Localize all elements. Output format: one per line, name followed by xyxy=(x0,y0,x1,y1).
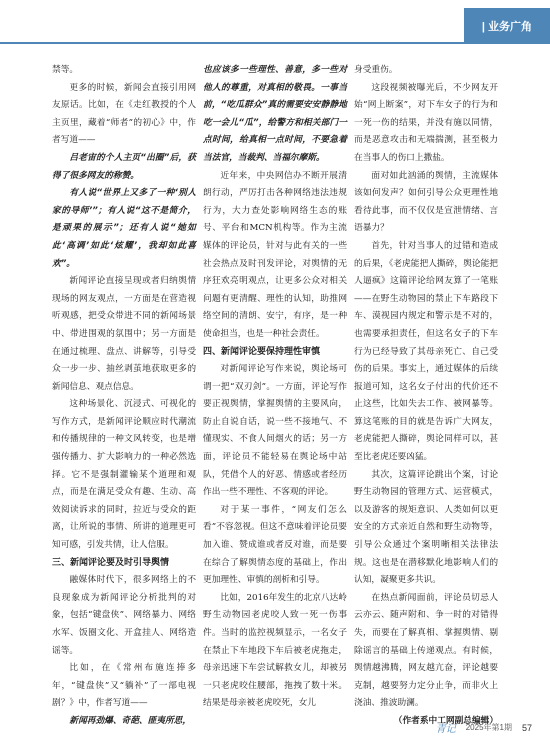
paragraph: 首先，针对当事人的过错和造成的后果，《老虎能把人撕碎，舆论能把人逼疯》这篇评论给网友算了一笔账——在野生动物园的禁止下车路段下车、漠视园内规定和警示是不对的，也需要承担责任，但这名女子的下车行为已经导致了其母亲死亡、自己受伤的后果。事实上，通过媒体的后续报道可知，这名女子付出的代价还不止这些，比如失去工作、被网暴等。算这笔账的目的就是告诉广大网友，老虎能把人撕碎，舆论同样可以，甚至比老虎还要凶猛。 xyxy=(354,240,498,463)
paragraph: 融媒体时代下，很多网络上的不良现象成为新闻评论分析批判的对象，包括“键盘侠”、网络暴力、网络水军、饭圈文化、开盒挂人、网络造谣等。 xyxy=(52,575,196,656)
column-3 xyxy=(354,62,498,726)
quote: 也应该多一些理性、善意，多一些对他人的尊重，对真相的敬畏。一事当前，“吃瓜群众”真的需要安安静静地吃一会儿“瓜”，给警方和相关部门一点时间，给真相一点时间，不要急着当法官，当裁判、当福尔摩斯。 xyxy=(203,65,347,163)
author-note: （作者系中工网副总编辑） xyxy=(393,715,498,726)
section-label-text: | 业务广角 xyxy=(481,21,533,33)
article-body xyxy=(52,62,498,726)
quote: 新闻再劲爆、奇葩、匪夷所思， xyxy=(69,715,192,726)
paragraph: 近年来，中央网信办不断开展清朗行动，严厉打击各种网络违法违规行为，大力查处影响网络生态的账号、平台和MCN机构等。作为主流媒体的评论员，针对与此有关的一些社会热点及时刊发评论，对舆情的无序狂欢亮明观点，让更多公众对相关问题有更清醒、理性的认知，助推网络空间的清朗、安宁，有序，是一种使命担当，也是一种社会责任。 xyxy=(203,170,347,339)
paragraph: 比如，2016年发生的北京八达岭野生动物园老虎咬人致一死一伤事件。当时的监控视频显示，一名女子在禁止下车地段下车后被老虎拖走，母亲迅速下车尝试解救女儿，却被另一只老虎咬住腰部，拖拽了数十米。结果是母亲被老虎咬死，女儿 xyxy=(203,592,347,709)
paragraph: 禁等。 xyxy=(52,65,79,75)
section-label xyxy=(464,8,550,44)
quote: 吕老宙的个人主页“出圈”后，获得了很多网友的称赞。 xyxy=(52,152,196,181)
paragraph: 在热点新闻面前，评论员切忌人云亦云、随声附和、争一时的对错得失，而要在了解真相、掌握舆情、剔除谣言的基础上传递观点。有时候，舆情越沸腾，网友越亢奋，评论越要克制，越要努力定分止争，而非火上浇油、推波助澜。 xyxy=(354,592,498,709)
paragraph: 比如，在《常州布施连捧多年，“键盘侠”又“躺补”了一部电视剧？》中，作者写道—— xyxy=(52,663,196,709)
page-number: 57 xyxy=(521,722,532,733)
magazine-logo: 青记 xyxy=(435,724,456,735)
column-1 xyxy=(52,62,196,726)
paragraph: 更多的时候，新闻会直接引用网友原话。比如，在《走红教授的个人主页里，藏着“师者”的初心》中，作者写道—— xyxy=(52,82,196,146)
section-heading: 四、新闻评论要保持理性审慎 xyxy=(203,346,321,357)
column-2 xyxy=(203,62,347,712)
section-heading: 三、新闻评论要及时引导舆情 xyxy=(52,557,170,568)
paragraph: 对新闻评论写作来说，舆论场可谓一把“双刃剑”。一方面，评论写作要正视舆情，掌握舆情的主要风向，防止自说自话，说一些不接地气、不懂现实、不食人间烟火的话；另一方面，评论员不能轻易在舆论场中站队，凭借个人的好恶、情感或者经历作出一些不理性、不客观的评论。 xyxy=(203,364,347,498)
quote: 有人说“世界上又多了一种‘别人家的导师’”；有人说“这不是简介，是顽果的展示”；还有人说“她如此‘高调’如此‘炫耀’，我却如此喜欢”。 xyxy=(52,188,196,269)
paragraph: 面对如此汹涌的舆情，主流媒体该如何发声？如何引导公众更理性地看待此事，而不仅仅是宣泄情绪、言语暴力？ xyxy=(354,170,498,234)
paragraph: 这种场景化、沉浸式、可视化的写作方式，是新闻评论顺应时代潮流和传播规律的一种文风转变，也是增强传播力、扩大影响力的一种必然选择。它不是强制灌输某个道理和观点，而是在满足受众有趣、生动、高效阅读诉求的同时，拉近与受众的距离，让所说的事情、所讲的道理更可知可感，引发共情，让人信服。 xyxy=(52,399,196,551)
paragraph: 这段视频被曝光后，不少网友开始“网上断案”，对下车女子的行为和一死一伤的结果，并没有施以同情，而是恶意攻击和无端揣测，甚至极力在当事人的伤口上撒盐。 xyxy=(354,82,498,163)
header-rule xyxy=(0,42,464,44)
paragraph: 身受重伤。 xyxy=(354,65,398,75)
paragraph: 对于某一事件，“网友们怎么看”不容忽视。但这不意味着评论员要加入谁、赞成谁或者反对谁，而是要在综合了解舆情态度的基础上，作出更加理性、审慎的剖析和引导。 xyxy=(203,504,347,586)
page-footer xyxy=(436,720,532,735)
paragraph: 新闻评论直接呈现或者归纳舆情现场的网友观点，一方面是在营造视听观感，把受众带进不同的新闻场景中、带进围观的氛围中；另一方面是在通过梳理、盘点、讲解等，引导受众一步一步、抽丝剥茧地获取更多的新闻信息、观点信息。 xyxy=(52,276,196,392)
issue-label: 2025年第1期 xyxy=(465,723,512,732)
paragraph: 其次，这篇评论跳出个案，讨论野生动物园的管理方式、运营模式，以及游客的规矩意识、人类如何以更安全的方式亲近自然和野生动物等，引导公众通过个案明晰相关法律法规。这也是在潜移默化地影响人们的认知，凝聚更多共识。 xyxy=(354,469,498,586)
